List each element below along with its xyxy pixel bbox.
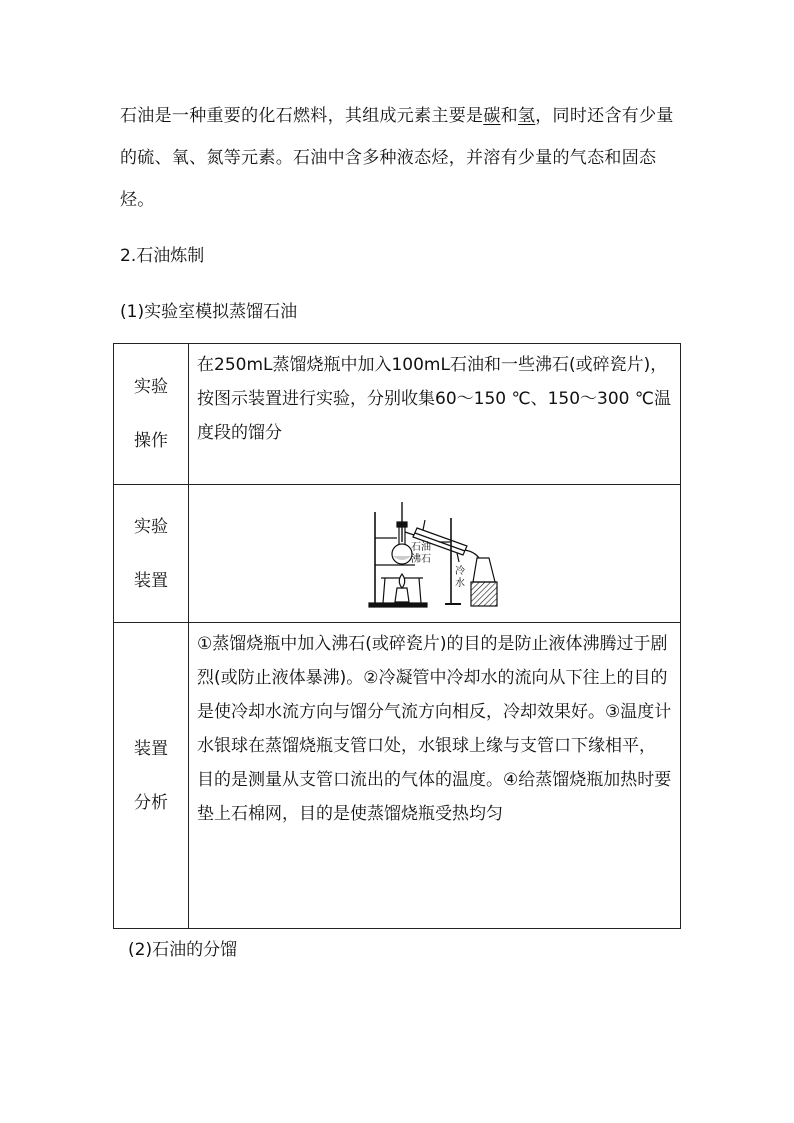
- intro-text-3: 少量的硫、氧、氮等元素。石油中含多种液态烃，并溶有少量的气态和固态烃。: [120, 106, 674, 210]
- table-row-operation: [114, 344, 681, 485]
- experiment-table: [113, 343, 681, 929]
- cold-label: 冷: [454, 565, 465, 577]
- intro-text-1: 石油是一种重要的化石燃料，其组成元素主要是: [120, 106, 484, 126]
- apparatus-figure-cell: [189, 485, 681, 623]
- block-support: [471, 582, 497, 606]
- section-2-title: 2.石油炼制: [120, 246, 205, 266]
- boiling-chips-label: 沸石: [410, 553, 431, 565]
- receiving-flask: [473, 558, 495, 582]
- intro-and: 和: [500, 106, 518, 126]
- row-label-apparatus: 实验 装置: [114, 485, 189, 623]
- flame-icon: [399, 574, 404, 588]
- water-label: 水: [454, 577, 465, 589]
- table-row-analysis: [114, 623, 681, 929]
- stand-base: [369, 603, 427, 607]
- operation-text: 在250mL蒸馏烧瓶中加入100mL石油和一些沸石(或碎瓷片)，按图示装置进行实验，分别收集60～150 ℃、150～300 ℃温度段的馏分: [189, 344, 681, 485]
- hydrogen-term: 氢: [517, 106, 536, 126]
- table-row-apparatus: [114, 485, 681, 623]
- row-label-analysis: 装置 分析: [114, 623, 189, 929]
- distillation-flask: [392, 544, 412, 564]
- distillation-apparatus-diagram: [365, 498, 505, 610]
- intro-paragraph: [120, 95, 680, 221]
- oil-label: 石油: [410, 541, 431, 553]
- row-label-operation: 实验 操作: [114, 344, 189, 485]
- subsection-2-title: (2)石油的分馏: [128, 940, 238, 960]
- intro-text-2: ，同时还含有: [535, 106, 640, 126]
- analysis-text: ①蒸馏烧瓶中加入沸石(或碎瓷片)的目的是防止液体沸腾过于剧烈(或防止液体暴沸)。②冷凝管中冷却水的流向从下往上的目的是使冷却水流方向与馏分气流方向相反，冷却效果好。③温度计水银球在蒸馏烧瓶支管口处，水银球上缘与支管口下缘相平，目的是测量从支管口流出的气体的温度。④给蒸馏烧瓶加热时要垫上石棉网，目的是使蒸馏烧瓶受热均匀: [189, 623, 681, 929]
- burner: [395, 588, 409, 602]
- carbon-term: 碳: [483, 106, 501, 126]
- subsection-1-title: (1)实验室模拟蒸馏石油: [120, 302, 298, 322]
